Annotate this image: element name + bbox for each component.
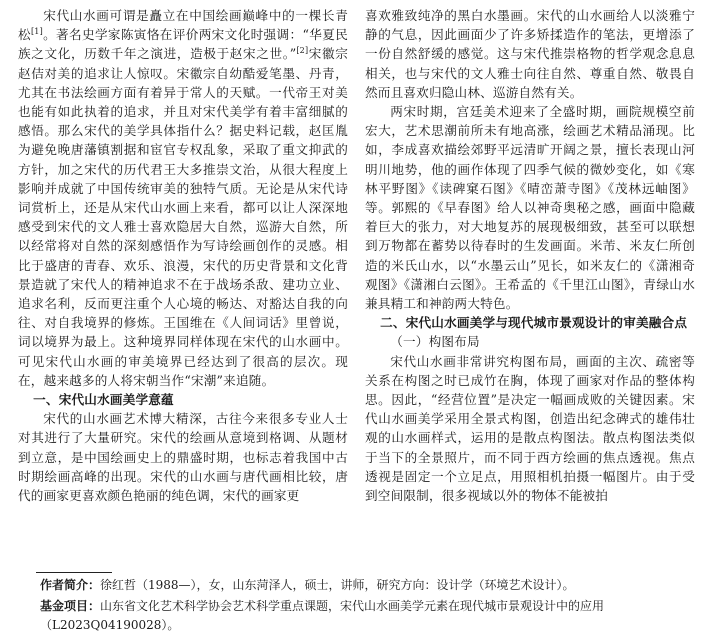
body-paragraph-continued: 喜欢雅致纯净的黑白水墨画。宋代的山水画给人以淡雅宁静的气息，因此画面少了许多矫揉造作的笔法，更增添了一份自然舒缓的感觉。这与宋代推崇格物的哲学观念息息相关，也与宋代的文人雅士向往自然、尊重自然、敬畏自然而且喜欢归隐山林、巡游自然有关。 (365, 8, 695, 100)
intro-paragraph: 宋代山水画可谓是矗立在中国绘画巅峰中的一棵长青松[1]。著名史学家陈寅恪在评价两宋文化时强调：“华夏民族之文化，历数千年之演进，造极于赵宋之世。”[2]宋徽宗赵佶对美的追求让人惊叹。宋徽宗自幼酷爱笔墨、丹青，尤其在书法绘画方面有着异于常人的天赋。一代帝王对美也能有如此执着的追求，并且对宋代美学有着丰富细腻的感悟。那么宋代的美学具体指什么？据史料记载，赵匡胤为避免晚唐藩镇割据和宦官专权乱象，采取了重文抑武的方针，加之宋代的历代君王大多推崇文治，从很大程度上影响并成就了中国传统审美的独特气质。无论是从宋代诗词赏析上，还是从宋代山水画上来看，都可以让人深深地感受到宋代的文人雅士喜欢隐居大自然，巡游大自然，所以经常将对自然的深刻感悟作为写诗绘画创作的灵感。相比于盛唐的青春、欢乐、浪漫，宋代的历史背景和文化背景造就了宋代人的精神追求不在于战场杀敌、建功立业、追求名利，反而更注重个人心境的畅达、对豁达自我的向往、对自我境界的修炼。王国维在《人间词话》里曾说，词以境界为最上。这种境界同样体现在宋代的山水画中。可见宋代山水画的审美境界已经达到了很高的层次。现在，越来越多的人将宋朝当作“宋潮”来追随。 (18, 8, 348, 388)
citation-ref-1[interactable]: [1] (30, 27, 43, 37)
section-heading-1: 一、宋代山水画美学意蕴 (33, 392, 174, 408)
author-footnote (40, 576, 711, 595)
fund-text: 山东省文化艺术科学协会艺术科学重点课题，宋代山水画美学元素在现代城市景观设计中的应用（L2023Q04190028）。 (40, 599, 605, 632)
citation-ref-2[interactable]: [2] (296, 46, 309, 56)
fund-label: 基金项目： (40, 599, 101, 613)
body-paragraph: 宋代山水画非常讲究构图布局，画面的主次、疏密等关系在构图之时已成竹在胸，体现了画家对作品的整体构思。因此，“经营位置”是决定一幅画成败的关键因素。宋代山水画美学采用全景式构图，创造出纪念碑式的雄伟壮观的山水画样式，运用的是散点构图法。散点构图法类似于当下的全景照片，而不同于西方绘画的焦点透视。焦点透视是固定一个立足点，用照相机拍摄一幅图片。由于受到空间限制，很多视域以外的物体不能被拍 (365, 353, 695, 504)
section-heading-2: 二、宋代山水画美学与现代城市景观设计的审美融合点 (380, 315, 688, 331)
fund-footnote (40, 597, 706, 635)
right-column (365, 6, 695, 505)
body-paragraph: 宋代的山水画艺术博大精深，古往今来很多专业人士对其进行了大量研究。宋代的绘画从意境到格调、从题材到立意，是中国绘画史上的鼎盛时期，也标志着我国中古时期绘画高峰的出现。宋代的山水画与唐代画相比较，唐代的画家更喜欢颜色艳丽的纯色调，宋代的画家更 (18, 411, 348, 504)
subsection-heading: （一）构图布局 (390, 334, 480, 350)
left-column (18, 6, 348, 505)
body-paragraph: 两宋时期，宫廷美术迎来了全盛时期，画院规模空前宏大，艺术思潮前所未有地高涨，绘画艺术精品涌现。比如，李成喜欢描绘郊野平远清旷开阔之景，擅长表现山河明川地势，他的画作体现了四季气候的微妙变化，如《寒林平野图》《读碑窠石图》《晴峦萧寺图》《茂林远岫图》等。郭熙的《早春图》给人以神奇奥秘之感，画面中隐藏着巨大的张力，对大地复苏的展现极细致，甚至可以联想到万物都在蓄势以待春时的生发画面。米芾、米友仁所创造的米氏山水，以“水墨云山”见长，如米友仁的《潇湘奇观图》《潇湘白云图》。王希孟的《千里江山图》，青绿山水兼具精工和神韵两大特色。 (365, 104, 695, 312)
footnote-divider (36, 572, 112, 573)
author-text: 徐红哲（1988—），女，山东菏泽人，硕士，讲师，研究方向：设计学（环境艺术设计）。 (100, 578, 575, 592)
author-label: 作者简介： (40, 578, 101, 592)
